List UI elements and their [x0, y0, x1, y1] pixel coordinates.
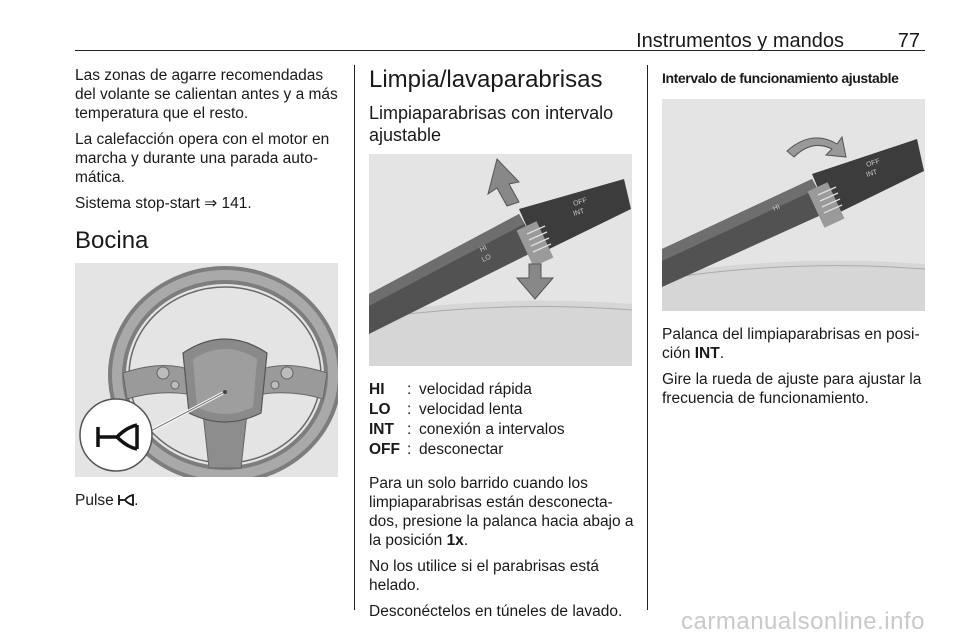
- press-text: Pulse: [75, 492, 114, 509]
- legend-separator: :: [407, 421, 412, 438]
- paragraph-lever-int: [662, 325, 927, 363]
- single-wipe-end: .: [463, 532, 469, 549]
- interval-adjust-illustration: [662, 99, 925, 311]
- legend-key: LO: [369, 401, 391, 418]
- legend-row-lo: [369, 400, 565, 420]
- paragraph-frozen-warning: No los utilice si el parabrisas está helado.: [369, 558, 600, 594]
- legend-row-off: [369, 440, 565, 460]
- section-heading-bocina: Bocina: [75, 227, 149, 254]
- svg-text:HI: HI: [771, 203, 782, 213]
- watermark: carmanualsonline.info: [681, 608, 925, 635]
- lever-int-text: Palanca del limpiaparabrisas en posi-ción: [662, 326, 920, 362]
- svg-text:LO: LO: [480, 253, 493, 264]
- legend-separator: :: [407, 401, 412, 418]
- steering-wheel-illustration: [75, 263, 338, 477]
- lever-int-end: .: [719, 345, 725, 362]
- cross-reference-arrow-icon: ⇒: [204, 195, 218, 212]
- column-separator-1: [354, 65, 355, 610]
- legend-row-hi: [369, 380, 565, 400]
- section-heading-interval: Intervalo de funcionamiento ajustable: [662, 70, 899, 86]
- interval-wheel-icon: [662, 99, 925, 311]
- svg-text:INT: INT: [572, 207, 586, 218]
- section-heading-wipers: Limpia/lavaparabrisas: [369, 66, 603, 93]
- svg-text:HI: HI: [478, 244, 489, 254]
- wiper-lever-illustration: [369, 154, 632, 366]
- legend-key: OFF: [369, 441, 400, 458]
- column-3: [662, 66, 927, 415]
- wiper-positions-legend: [369, 380, 565, 460]
- svg-text:INT: INT: [865, 168, 879, 179]
- header-rule: [75, 50, 925, 51]
- legend-description: velocidad lenta: [419, 401, 523, 418]
- stop-start-text: Sistema stop-start: [75, 195, 200, 212]
- single-wipe-text: Para un solo barrido cuando los limpiaparabrisas están desconecta-dos, presione la palanca hacia abajo a la posición: [369, 475, 634, 549]
- paragraph-heating-operation: La calefacción opera con el motor en marcha y durante una parada auto-mática.: [75, 131, 330, 186]
- legend-separator: :: [407, 441, 412, 458]
- page-number: 77: [897, 30, 920, 52]
- header-title: Instrumentos y mandos: [636, 30, 844, 52]
- svg-text:OFF: OFF: [865, 157, 881, 169]
- lever-int-position: INT: [694, 345, 720, 362]
- paragraph-press-horn: [75, 491, 345, 510]
- steering-wheel-icon: [75, 263, 338, 477]
- stop-start-page-link[interactable]: 141.: [221, 195, 252, 212]
- legend-description: conexión a intervalos: [419, 421, 565, 438]
- paragraph-car-wash: Desconéctelos en túneles de lavado.: [369, 603, 623, 620]
- legend-separator: :: [407, 381, 412, 398]
- wiper-lever-icon: [369, 154, 632, 366]
- legend-description: velocidad rápida: [419, 381, 532, 398]
- column-separator-2: [647, 65, 648, 610]
- column-2: [369, 66, 634, 628]
- legend-key: HI: [369, 381, 385, 398]
- horn-icon: [118, 494, 134, 506]
- column-1: [75, 66, 345, 517]
- press-end: .: [134, 492, 139, 509]
- legend-key: INT: [369, 421, 394, 438]
- single-wipe-position: 1x: [446, 532, 464, 549]
- paragraph-single-wipe: [369, 474, 634, 550]
- paragraph-adjust-wheel: Gire la rueda de ajuste para ajustar la frecuencia de funcionamiento.: [662, 371, 922, 407]
- legend-row-int: [369, 420, 565, 440]
- legend-description: desconectar: [419, 441, 504, 458]
- svg-text:OFF: OFF: [572, 196, 588, 208]
- subheading-adjustable-interval: Limpiaparabrisas con intervalo ajustable: [369, 103, 614, 145]
- paragraph-heated-zones: Las zonas de agarre recomendadas del volante se calientan antes y a más temperatura que el resto.: [75, 67, 338, 122]
- paragraph-stop-start-ref: [75, 194, 345, 213]
